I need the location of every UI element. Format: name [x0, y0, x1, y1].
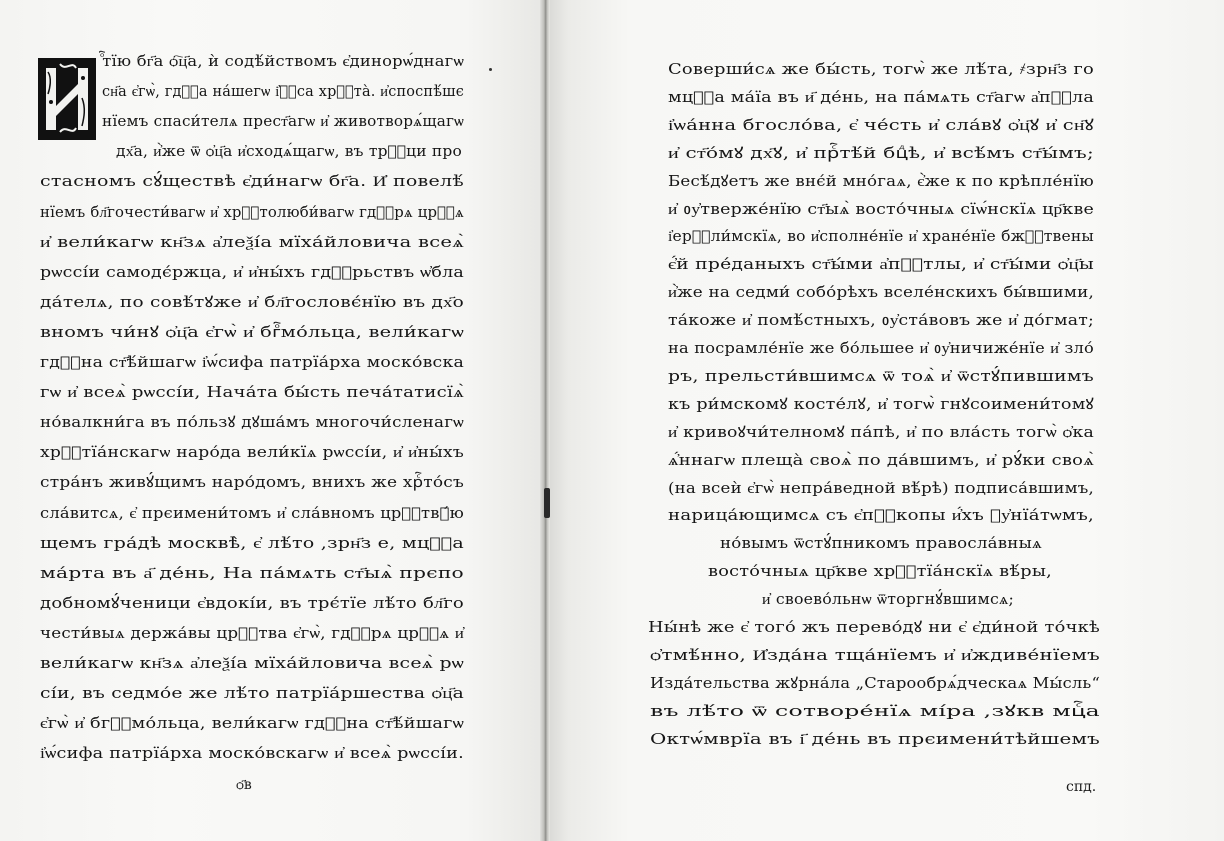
text-line: дх҃а, и҆̀же ѿ ѻ҆ц҃а и҆сходѧ́щагѡ, въ трⷪ҇ци про — [116, 142, 462, 161]
text-line: и҆ вели́кагѡ кн҃зѧ а҆леѯі́а мїха́йловича всеѧ̀ — [40, 232, 464, 251]
text-line: нїемъ бл҃гочести́вагѡ и҆ хрⷭ҇толюби́вагѡ гдⷭ҇рѧ црⷭ҇ѧ — [40, 202, 464, 221]
text-line: (на всеѝ є҆гѡ̀ непра́ведной вѣ́рѣ) подписа́вшимъ, — [668, 478, 1094, 497]
text-line: ѻ҆тмѣ́нно, И҆зда́на тща́нїемъ и҆ и҆ждиве́нїемъ — [650, 645, 1100, 664]
text-line: и҆ кривоꙋчи́телномꙋ па́пѣ, и҆ по вла́сть тогѡ̀ ѻ҆ка — [668, 422, 1094, 441]
ornamental-initial-icon — [38, 58, 96, 140]
text-line: сн҃а є҆гѡ̀, гдⷭ҇а на́шегѡ і҆ꙋ҃са хрⷭ҇та̀. и҆споспѣ́шє — [102, 82, 464, 101]
text-line: ръ, прельсти́вшимсѧ ѿ тоѧ̀ и҆ ѿстꙋ́пившимъ — [668, 366, 1094, 385]
text-line: нїемъ спаси́телѧ прест҃агѡ и҆ животворѧ́щагѡ — [102, 112, 464, 131]
text-line: Октѡ́мврїа въ і҃ де́нь въ прєимени́тѣйшемъ — [650, 729, 1100, 748]
text-line: добномꙋ́ченици є҆вдокі́и, въ трє́тїе лѣ́то бл҃го — [40, 593, 464, 612]
book-gutter — [540, 0, 550, 841]
left-page-number: ѻ҃в — [236, 777, 252, 793]
text-line: и҆ своево́льнѡ ѿторгнꙋ́вшимсѧ; — [762, 590, 1014, 609]
text-line: но́вымъ ѿстꙋ́пникомъ правосла́вныѧ — [720, 534, 1042, 553]
text-line: рѡссі́и самодє́ржца, и҆ и҆ны́хъ гдⷭ҇рьствъ ѡ҆бла — [40, 262, 464, 281]
gutter-mark — [544, 488, 550, 518]
text-line: и҆ ст҃о́мꙋ дх҃ꙋ, и҆ прⷭ҇тѣ́й бцⷣѣ, и҆ всѣ́мъ ст҃ы́мъ; — [668, 143, 1094, 162]
text-line: нарица́ющимсѧ съ є҆пⷭ҇копы и҆́хъ ᲂу҆нїа́тѡмъ, — [668, 506, 1094, 525]
text-line: є҆́й пре́даныхъ ст҃ы́ми а҆пⷭ҇тлы, и҆ ст҃ы́ми ѻ҆ц҃ы — [668, 255, 1094, 274]
text-line: и҆ ᲂу҆тверже́нїю ст҃ыѧ̀ восто́чныѧ сїѡ́нскїѧ цр҃кве — [668, 199, 1094, 218]
text-line: ⷪ҇тїю бг҃а ѻ҇ц҃а, ѝ содѣ́йствомъ є҆динорѡ́днагѡ — [102, 52, 464, 70]
text-line: но́валкни́га въ по́льзꙋ дꙋша́мъ многочи́сленагѡ — [40, 413, 464, 432]
text-line: Соверши́сѧ же бы́сть, тогѡ̀ же лѣ́та, ҂зрн҃з го — [668, 60, 1094, 78]
text-line: сі́и, въ седмо́е же лѣ́то патрїа́ршества ѻ҆ц҃а — [40, 684, 464, 703]
text-line: ѧ҆́ннагѡ плеща̀ своѧ̀ по да́вшимъ, и҆ рꙋ́ки своѧ̀ — [668, 450, 1094, 469]
text-line: ма́рта въ а҃ де́нь, На па́мѧть ст҃ыѧ̀ прєпо — [40, 563, 464, 582]
text-line: вномъ чи́нꙋ ѻ҆ц҃а є҆гѡ̀ и҆ бгⷪ҇мо́льца, вели́кагѡ — [40, 322, 464, 341]
text-line: гдⷭ҇на ст҃ѣ́йшагѡ і҆ѡ́сифа патрїа́рха моско́вска — [40, 353, 464, 371]
text-line: і҆ѡа́нна бгосло́ва, є҆ че́сть и҆ сла́вꙋ ѻ҆ц҃ꙋ и҆ сн҃ꙋ — [668, 115, 1094, 134]
text-line: хрⷭ҇тїа́нскагѡ наро́да вели́кїѧ рѡссі́и, и҆ и҆ны́хъ — [40, 443, 465, 462]
text-line: та́коже и҆ помѣ́стныхъ, ᲂу҆ста́вовъ же и҆ до́гмат; — [668, 311, 1094, 330]
text-line: щемъ гра́дѣ москвѣ̀, є҆ лѣ́то ,зрн҃з е, мцⷭ҇а — [40, 533, 464, 552]
text-line: Изда́тельства жꙋрна́ла „Старообрѧ́дческаѧ Мы́сль“ — [650, 673, 1100, 692]
text-line: восто́чныѧ цр҃кве хрⷭ҇тїа́нскїѧ вѣ́ры, — [708, 562, 1052, 581]
text-line: стра́нъ живꙋ́щимъ наро́домъ, внихъ же хрⷭ҇то́съ — [40, 473, 464, 492]
right-page-number: спд. — [1066, 779, 1097, 795]
text-line: Бесѣ́дꙋетъ же внє́й мно́гаѧ, є҆̀же к по крѣпле́нїю — [668, 171, 1094, 190]
printer-dot — [489, 68, 492, 71]
decorated-initial-letter — [38, 58, 96, 140]
text-line: да́телѧ, по совѣ́тꙋже и҆ бл҃гословє́нїю въ дх҃о — [40, 292, 464, 311]
text-line: Ны́нѣ же є҆ того́ жъ перево́дꙋ ни є҆ є҆ди́ной то́чкѣ — [648, 618, 1100, 636]
text-line: къ ри́мскомꙋ косте́лꙋ, и҆ тогѡ̀ гнꙋсоимени́томꙋ — [668, 394, 1094, 413]
text-line: мцⷭ҇а ма́їа въ и҃ де́нь, на па́мѧть ст҃агѡ а҆пⷭ҇ла — [668, 87, 1094, 106]
text-line: и҆̀же на седми́ собо́рѣхъ вселе́нскихъ бы́вшими, — [668, 283, 1094, 302]
text-line: і҆ерⷭ҇ли́мскїѧ, во и҆сполне́нїе и҆ хране́нїе бжⷭ҇твены — [668, 227, 1094, 246]
text-line: сла́витсѧ, є҆ прєимени́томъ и҆ сла́вномъ црⷭ҇твꙋ́ю — [40, 503, 464, 522]
text-line: є҆гѡ̀ и҆ бгⷪ҇мо́льца, вели́кагѡ гдⷭ҇на ст҃ѣ́йшагѡ — [40, 714, 464, 733]
text-line: въ лѣ́то ѿ сотворе́нїѧ мі́ра ,зꙋкв мцⷭ҇а — [650, 701, 1100, 720]
text-line: вели́кагѡ кн҃зѧ а҆леѯі́а мїха́йловича всеѧ̀ рѡ — [40, 654, 464, 672]
text-line: чести́выѧ держа́вы црⷭ҇тва є҆гѡ̀, гдⷭ҇рѧ црⷭ҇ѧ и҆ — [40, 623, 464, 642]
text-line: і҆ѡ́сифа патрїа́рха моско́вскагѡ и҆ всеѧ̀ рѡссі́и. — [40, 744, 465, 763]
text-line: на посрамле́нїе же бо́льшее и҆ ᲂу҆ничиже́нїе и҆ зло́ — [668, 339, 1094, 357]
text-line: гѡ и҆ всеѧ̀ рѡссі́и, Нача́та бы́сть печа́татисїѧ̀ — [40, 383, 465, 402]
text-line: стасномъ сꙋ́ществѣ є҆ди́нагѡ бг҃а. И҆ повелѣ́ — [40, 172, 464, 191]
